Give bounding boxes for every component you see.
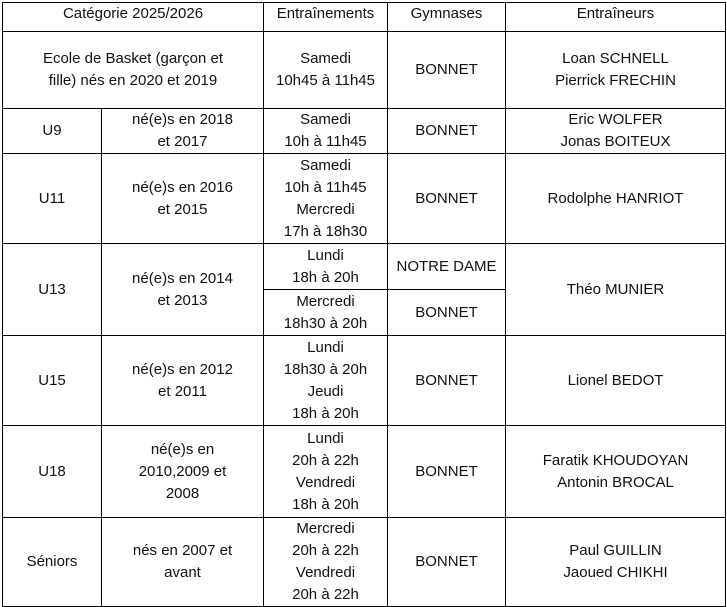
- category-label: U11: [38, 189, 66, 207]
- coaches-text: Faratik KHOUDOYAN Antonin BROCAL: [542, 451, 689, 491]
- coaches-cell: [506, 109, 726, 154]
- birth-years-text: né(e)s en 2010,2009 et 2008: [138, 440, 227, 502]
- gym-cell: [388, 109, 506, 154]
- category-label: U18: [38, 462, 66, 480]
- category-label: U9: [42, 122, 62, 139]
- table-row: [3, 244, 726, 290]
- schedule-text: Mercredi 20h à 22h Vendredi 20h à 22h: [292, 520, 359, 603]
- coaches-cell: [506, 244, 726, 336]
- schedule-text: Lundi 20h à 22h Vendredi 18h à 20h: [292, 429, 359, 513]
- header-trainings: Entraînements: [264, 3, 388, 32]
- gym-cell: [388, 518, 506, 607]
- schedule-text: Mercredi 18h30 à 20h: [283, 292, 368, 332]
- gym-cell: [388, 336, 506, 426]
- gym-cell: [388, 290, 506, 336]
- schedule-cell: [264, 32, 388, 109]
- category-label: Ecole de Basket (garçon et fille) nés en 2020 et 2019: [42, 50, 224, 89]
- birth-years-text: né(e)s en 2014 et 2013: [132, 269, 233, 309]
- gym-cell: [388, 244, 506, 290]
- schedule-text: Samedi 10h à 11h45: [284, 111, 367, 150]
- coaches-text: Lionel BEDOT: [567, 371, 664, 389]
- coaches-cell: [506, 336, 726, 426]
- schedule-text: Lundi 18h30 à 20h Jeudi 18h à 20h: [283, 338, 368, 422]
- schedule-text: Lundi 18h à 20h: [292, 246, 359, 286]
- coaches-cell: [506, 426, 726, 518]
- schedule-cell: [264, 518, 388, 607]
- coaches-text: Rodolphe HANRIOT: [547, 189, 684, 207]
- birth-years-cell: [102, 426, 264, 518]
- gym-text: BONNET: [415, 189, 478, 207]
- table-row: [3, 336, 726, 426]
- training-schedule-table: [2, 2, 726, 607]
- schedule-text: Samedi 10h à 11h45 Mercredi 17h à 18h30: [283, 156, 368, 240]
- gym-cell: [388, 32, 506, 109]
- birth-years-text: né(e)s en 2018 et 2017: [132, 111, 233, 150]
- header-row: [3, 3, 726, 32]
- category-cell: [3, 154, 102, 244]
- coaches-cell: [506, 518, 726, 607]
- coaches-text: Théo MUNIER: [566, 280, 665, 298]
- category-cell: [3, 244, 102, 336]
- gym-text: BONNET: [415, 61, 478, 78]
- birth-years-cell: [102, 336, 264, 426]
- header-category: Catégorie 2025/2026: [3, 3, 264, 32]
- category-cell: [3, 426, 102, 518]
- header-coaches: Entraîneurs: [506, 3, 726, 32]
- birth-years-text: né(e)s en 2012 et 2011: [132, 360, 233, 400]
- table-row: [3, 109, 726, 154]
- table-row: [3, 32, 726, 109]
- gym-cell: [388, 154, 506, 244]
- schedule-cell: [264, 336, 388, 426]
- category-cell: [3, 109, 102, 154]
- category-cell: [3, 336, 102, 426]
- schedule-cell: [264, 426, 388, 518]
- birth-years-text: nés en 2007 et avant: [132, 542, 233, 581]
- header-gyms: Gymnases: [388, 3, 506, 32]
- schedule-cell: [264, 154, 388, 244]
- birth-years-cell: [102, 154, 264, 244]
- gym-cell: [388, 426, 506, 518]
- category-label: Séniors: [26, 553, 78, 570]
- birth-years-cell: [102, 518, 264, 607]
- gym-text: BONNET: [415, 371, 478, 389]
- gym-text: BONNET: [415, 553, 478, 570]
- gym-text: BONNET: [415, 462, 478, 480]
- coaches-text: Paul GUILLIN Jaoued CHIKHI: [563, 542, 668, 581]
- coaches-cell: [506, 32, 726, 109]
- category-label: U15: [38, 371, 66, 389]
- birth-years-cell: [102, 109, 264, 154]
- coaches-text: Eric WOLFER Jonas BOITEUX: [560, 111, 671, 150]
- gym-text: NOTRE DAME: [396, 257, 497, 275]
- schedule-cell: [264, 109, 388, 154]
- birth-years-cell: [102, 244, 264, 336]
- coaches-text: Loan SCHNELL Pierrick FRECHIN: [555, 50, 676, 89]
- gym-text: BONNET: [415, 122, 478, 139]
- birth-years-text: né(e)s en 2016 et 2015: [132, 178, 233, 218]
- schedule-text: Samedi 10h45 à 11h45: [276, 50, 375, 89]
- category-label: U13: [38, 280, 66, 298]
- table-row: [3, 518, 726, 607]
- table-row: [3, 426, 726, 518]
- schedule-cell: [264, 244, 388, 290]
- coaches-cell: [506, 154, 726, 244]
- gym-text: BONNET: [415, 303, 478, 321]
- category-cell: [3, 32, 264, 109]
- table-row: [3, 154, 726, 244]
- schedule-cell: [264, 290, 388, 336]
- category-cell: [3, 518, 102, 607]
